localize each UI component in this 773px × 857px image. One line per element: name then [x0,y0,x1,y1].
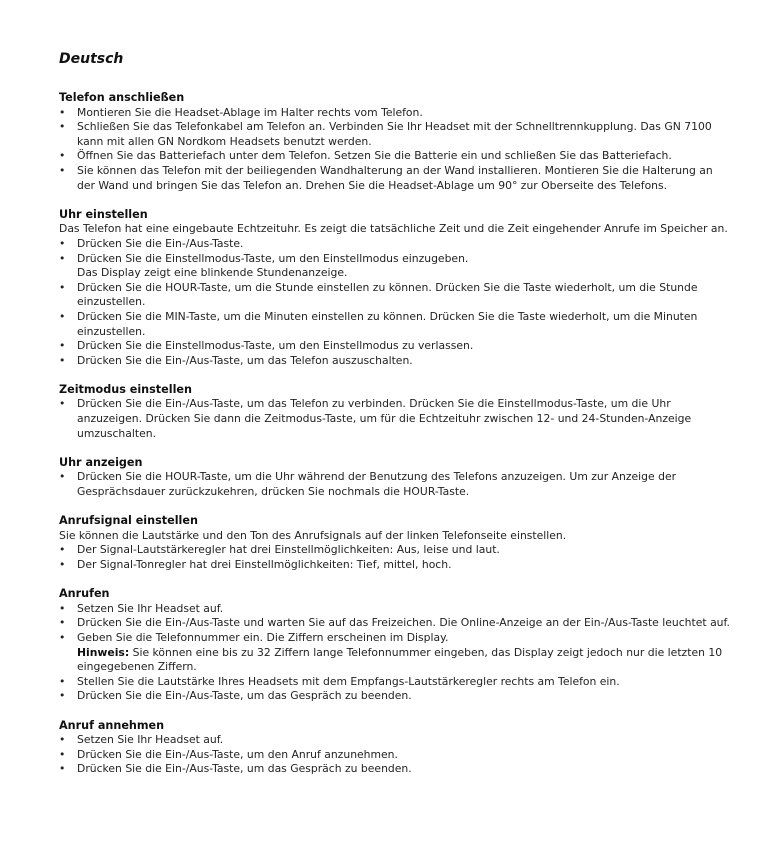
list-item: • Drücken Sie die Einstellmodus-Taste, um den Einstellmodus einzugeben. Das Display zeigt eine blinkende Stundenanzeige. [59,252,731,281]
section-heading: Anruf annehmen [59,718,165,732]
note [77,646,731,675]
list-item: • Schließen Sie das Telefonkabel am Telefon an. Verbinden Sie Ihr Headset mit der Schnelltrennkupplung. Das GN 7100 kann mit allen GN Nordkom Headsets benutzt werden. [59,120,712,148]
bullet-icon: • [59,236,66,250]
bullet-icon: • [59,747,66,761]
list-item: • Setzen Sie Ihr Headset auf. [59,601,224,615]
list-item: • Öffnen Sie das Batteriefach unter dem Telefon. Setzen Sie die Batterie ein und schließen Sie das Batteriefach. [59,149,672,163]
bullet-icon: • [59,397,66,411]
bullet-icon: • [59,733,66,747]
section-uhr-einstellen [59,208,731,369]
list-item: • Drücken Sie die Ein-/Aus-Taste, um das Telefon auszuschalten. [59,353,413,367]
list-item: • Drücken Sie die Ein-/Aus-Taste, um das Telefon zu verbinden. Drücken Sie die Einstellmodus-Taste, um die Uhr anzuzeigen. Drücken Sie dann die Zeitmodus-Taste, um für die Echtzeituhr zwischen 12- und 24-Stunden-Anzeige umzuschalten. [59,397,692,440]
language-title: Deutsch [59,51,124,67]
bullet-icon: • [59,353,66,367]
bullet-icon: • [59,251,66,265]
list-item: • Der Signal-Tonregler hat drei Einstellmöglichkeiten: Tief, mittel, hoch. [59,558,452,571]
list-item: • Drücken Sie die Ein-/Aus-Taste, um das Gespräch zu beenden. [59,762,412,776]
section-intro: Sie können die Lautstärke und den Ton des Anrufsignals auf der linken Telefonseite einstellen. [59,528,567,542]
section-telefon-anschliessen [59,91,731,193]
section-anrufsignal-einstellen [59,514,731,572]
list-item: • Geben Sie die Telefonnummer ein. Die Ziffern erscheinen im Display. Hinweis: Sie können eine bis zu 32 Ziffern lange Telefonnummer eingeben, das Display zeigt jedoch nur die letzten 10 eingegebenen Ziffern. [59,631,731,675]
section-anruf-annehmen [59,719,731,777]
bullet-icon: • [59,280,66,294]
section-heading: Uhr anzeigen [59,455,143,469]
list-item: • Drücken Sie die Ein-/Aus-Taste, um den Anruf anzunehmen. [59,747,398,761]
list-item: • Drücken Sie die Ein-/Aus-Taste. [59,236,244,250]
bullet-list [59,733,731,777]
list-item: • Sie können das Telefon mit der beiliegenden Wandhalterung an der Wand installieren. Montieren Sie die Halterung an der Wand und bringen Sie das Telefon an. Drehen Sie die Headset-Ablage um 90° zur Oberseite des Telefons. [59,163,713,192]
section-anrufen [59,587,731,704]
bullet-icon: • [59,601,66,615]
bullet-icon: • [59,674,66,688]
list-item: • Drücken Sie die Einstellmodus-Taste, um den Einstellmodus zu verlassen. [59,339,474,353]
section-heading: Uhr einstellen [59,207,148,221]
bullet-list [59,237,731,368]
bullet-icon: • [59,558,66,571]
list-item: • Stellen Sie die Lautstärke Ihres Headsets mit dem Empfangs-Lautstärkeregler rechts am Telefon ein. [59,674,620,688]
bullet-list [59,397,731,441]
bullet-list [59,602,731,704]
list-item: • Drücken Sie die HOUR-Taste, um die Uhr während der Benutzung des Telefons anzuzeigen. Um zur Anzeige der Gesprächsdauer zurückzukehren, drücken Sie nochmals die HOUR-Taste. [59,470,677,499]
bullet-icon: • [59,616,66,630]
list-item: • Drücken Sie die Ein-/Aus-Taste und warten Sie auf das Freizeichen. Die Online-Anzeige an der Ein-/Aus-Taste leuchtet auf. [59,616,730,630]
section-heading: Anrufsignal einstellen [59,514,198,528]
section-heading: Zeitmodus einstellen [59,382,192,396]
document-page [59,50,731,792]
bullet-list [59,106,731,194]
section-heading: Telefon anschließen [59,91,185,104]
bullet-icon: • [59,105,66,119]
bullet-icon: • [59,630,66,644]
list-item: • Drücken Sie die MIN-Taste, um die Minuten einstellen zu können. Drücken Sie die Taste wiederholt, um die Minuten einzustellen. [59,309,698,338]
list-item: • Der Signal-Lautstärkeregler hat drei Einstellmöglichkeiten: Aus, leise und laut. [59,543,500,557]
bullet-icon: • [59,120,66,134]
bullet-icon: • [59,339,66,353]
section-uhr-anzeigen [59,456,731,500]
section-intro: Das Telefon hat eine eingebaute Echtzeituhr. Es zeigt die tatsächliche Zeit und die Zeit eingehender Anrufe im Speicher an. [59,222,728,236]
section-heading: Anrufen [59,587,110,601]
bullet-icon: • [59,163,66,177]
bullet-icon: • [59,149,66,163]
list-item: • Montieren Sie die Headset-Ablage im Halter rechts vom Telefon. [59,105,423,119]
bullet-icon: • [59,543,66,557]
note-label: Hinweis: [77,645,130,659]
list-item: • Setzen Sie Ihr Headset auf. [59,733,224,747]
item-continuation: Das Display zeigt eine blinkende Stundenanzeige. [77,266,348,280]
bullet-list [59,543,731,572]
bullet-icon: • [59,309,66,323]
bullet-icon: • [59,470,66,484]
section-zeitmodus-einstellen [59,383,731,441]
bullet-list [59,470,731,499]
bullet-icon: • [59,762,66,776]
list-item: • Drücken Sie die Ein-/Aus-Taste, um das Gespräch zu beenden. [59,689,412,703]
list-item: • Drücken Sie die HOUR-Taste, um die Stunde einstellen zu können. Drücken Sie die Taste wiederholt, um die Stunde einzustellen. [59,280,698,309]
bullet-icon: • [59,689,66,703]
note-text: Sie können eine bis zu 32 Ziffern lange Telefonnummer eingeben, das Display zeigt jedoch nur die letzten 10 eingegebenen Ziffern. [77,645,723,674]
